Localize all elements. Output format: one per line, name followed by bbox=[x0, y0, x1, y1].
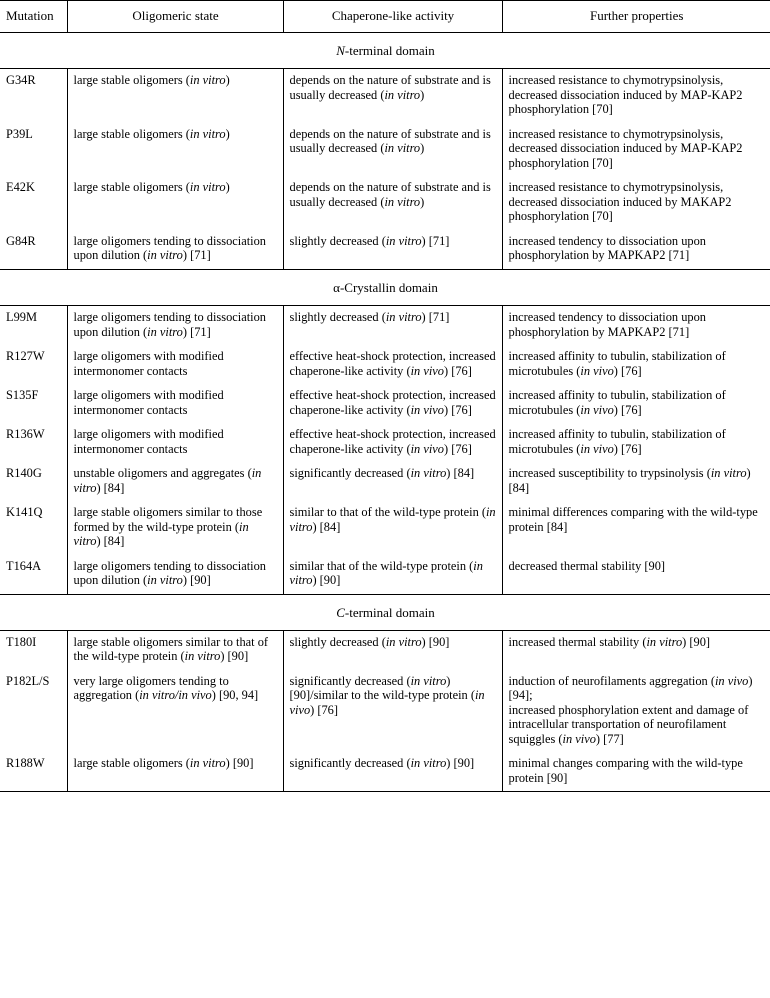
cell-mutation: R188W bbox=[0, 752, 67, 792]
cell-further-properties: increased tendency to dissociation upon phosphorylation by MAPKAP2 [71] bbox=[502, 306, 770, 346]
cell-mutation: G34R bbox=[6, 73, 36, 88]
cell-further-properties: increased affinity to tubulin, stabilization of microtubules (in vivo) [76] bbox=[502, 423, 770, 462]
table-row bbox=[0, 670, 770, 753]
section-title-rest: -terminal domain bbox=[344, 43, 435, 59]
cell-oligomeric-state: large stable oligomers (in vitro) [90] bbox=[67, 752, 283, 792]
cell-further-properties: increased affinity to tubulin, stabilization of microtubules (in vivo) [76] bbox=[502, 345, 770, 384]
cell-further-properties: increased affinity to tubulin, stabilization of microtubules (in vivo) [76] bbox=[502, 384, 770, 423]
cell-chaperone-activity: significantly decreased (in vitro) [90] bbox=[283, 752, 502, 792]
cell-mutation: P39L bbox=[6, 126, 33, 141]
table-row bbox=[0, 69, 770, 123]
table-row bbox=[0, 462, 770, 501]
section-title-italic-prefix: C bbox=[336, 604, 345, 620]
cell-chaperone-activity: significantly decreased (in vitro) [90]/similar to the wild-type protein (in vivo) [76] bbox=[283, 670, 502, 753]
cell-further-properties: increased resistance to chymotrypsinolysis, decreased dissociation induced by MAP-KAP2 phosphorylation [70] bbox=[502, 123, 770, 177]
cell-chaperone-activity: slightly decreased (in vitro) [90] bbox=[283, 630, 502, 670]
table-row bbox=[0, 630, 770, 670]
column-header-oligomeric-state: Oligomeric state bbox=[67, 1, 283, 33]
cell-mutation: G84R bbox=[0, 230, 67, 270]
table-row bbox=[0, 752, 770, 792]
cell-chaperone-activity: effective heat-shock protection, increased chaperone-like activity (in vivo) [76] bbox=[283, 345, 502, 384]
column-header-chaperone-activity: Chaperone-like activity bbox=[283, 1, 502, 33]
section-title-rest: -terminal domain bbox=[344, 604, 435, 620]
cell-chaperone-activity: similar that of the wild-type protein (in vitro) [90] bbox=[283, 555, 502, 595]
cell-further-properties: decreased thermal stability [90] bbox=[502, 555, 770, 595]
cell-mutation: T180I bbox=[6, 634, 37, 649]
cell-oligomeric-state: large stable oligomers (in vitro) bbox=[67, 123, 283, 177]
cell-further-properties: induction of neurofilaments aggregation (in vivo) [94]; increased phosphorylation extent and damage of intracellular transportation of neurofilament squiggles (in vivo) [77] bbox=[502, 670, 770, 753]
section-header-c-terminal bbox=[0, 594, 770, 630]
cell-oligomeric-state: large oligomers tending to dissociation upon dilution (in vitro) [90] bbox=[67, 555, 283, 595]
cell-chaperone-activity: depends on the nature of substrate and is usually decreased (in vitro) bbox=[283, 69, 502, 123]
section-header-n-terminal bbox=[0, 33, 770, 69]
table-row bbox=[0, 123, 770, 177]
cell-chaperone-activity: slightly decreased (in vitro) [71] bbox=[283, 306, 502, 346]
cell-oligomeric-state: large stable oligomers similar to those formed by the wild-type protein (in vitro) [84] bbox=[67, 501, 283, 555]
table-row bbox=[0, 384, 770, 423]
cell-further-properties: increased susceptibility to trypsinolysis (in vitro) [84] bbox=[502, 462, 770, 501]
cell-chaperone-activity: effective heat-shock protection, increased chaperone-like activity (in vivo) [76] bbox=[283, 423, 502, 462]
cell-mutation: P182L/S bbox=[6, 673, 50, 688]
cell-further-properties: increased tendency to dissociation upon phosphorylation by MAPKAP2 [71] bbox=[502, 230, 770, 270]
table-row bbox=[0, 423, 770, 462]
section-title-alpha-crystallin: α-Crystallin domain bbox=[0, 269, 770, 305]
cell-chaperone-activity: similar to that of the wild-type protein (in vitro) [84] bbox=[283, 501, 502, 555]
column-header-mutation: Mutation bbox=[0, 1, 67, 33]
cell-mutation: E42K bbox=[6, 180, 35, 195]
cell-oligomeric-state: unstable oligomers and aggregates (in vitro) [84] bbox=[67, 462, 283, 501]
cell-further-properties: minimal changes comparing with the wild-type protein [90] bbox=[502, 752, 770, 792]
section-header-alpha-crystallin bbox=[0, 269, 770, 305]
cell-oligomeric-state: large oligomers with modified intermonomer contacts bbox=[67, 384, 283, 423]
cell-mutation: S135F bbox=[6, 388, 39, 403]
table-row bbox=[0, 345, 770, 384]
cell-oligomeric-state: large oligomers tending to dissociation upon dilution (in vitro) [71] bbox=[67, 230, 283, 270]
section-title-n-terminal bbox=[0, 33, 770, 69]
cell-mutation: R140G bbox=[6, 466, 42, 481]
cell-oligomeric-state: large stable oligomers (in vitro) bbox=[67, 69, 283, 123]
cell-mutation: T164A bbox=[0, 555, 67, 595]
cell-oligomeric-state: large oligomers with modified intermonomer contacts bbox=[67, 423, 283, 462]
cell-mutation: R136W bbox=[6, 427, 45, 442]
cell-further-properties: increased resistance to chymotrypsinolysis, decreased dissociation induced by MAP-KAP2 phosphorylation [70] bbox=[502, 69, 770, 123]
cell-oligomeric-state: large oligomers tending to dissociation upon dilution (in vitro) [71] bbox=[67, 306, 283, 346]
cell-chaperone-activity: significantly decreased (in vitro) [84] bbox=[283, 462, 502, 501]
cell-oligomeric-state: large stable oligomers (in vitro) bbox=[67, 176, 283, 230]
cell-oligomeric-state: large oligomers with modified intermonomer contacts bbox=[67, 345, 283, 384]
cell-further-properties: increased thermal stability (in vitro) [90] bbox=[502, 630, 770, 670]
section-title-italic-prefix: N bbox=[336, 43, 345, 59]
cell-chaperone-activity: depends on the nature of substrate and is usually decreased (in vitro) bbox=[283, 123, 502, 177]
table-header-row bbox=[0, 1, 770, 33]
cell-oligomeric-state: very large oligomers tending to aggregation (in vitro/in vivo) [90, 94] bbox=[67, 670, 283, 753]
cell-mutation: R127W bbox=[6, 349, 45, 364]
table-row bbox=[0, 555, 770, 595]
cell-oligomeric-state: large stable oligomers similar to that of the wild-type protein (in vitro) [90] bbox=[67, 630, 283, 670]
cell-chaperone-activity: effective heat-shock protection, increased chaperone-like activity (in vivo) [76] bbox=[283, 384, 502, 423]
section-title-c-terminal bbox=[0, 594, 770, 630]
cell-chaperone-activity: depends on the nature of substrate and is usually decreased (in vitro) bbox=[283, 176, 502, 230]
table-row bbox=[0, 230, 770, 270]
cell-further-properties: minimal differences comparing with the wild-type protein [84] bbox=[502, 501, 770, 555]
cell-further-properties: increased resistance to chymotrypsinolysis, decreased dissociation induced by MAKAP2 phosphorylation [70] bbox=[502, 176, 770, 230]
cell-chaperone-activity: slightly decreased (in vitro) [71] bbox=[283, 230, 502, 270]
cell-mutation: K141Q bbox=[6, 505, 43, 520]
table-row bbox=[0, 306, 770, 346]
cell-mutation: L99M bbox=[6, 310, 37, 325]
table-row bbox=[0, 501, 770, 555]
column-header-further-properties: Further properties bbox=[502, 1, 770, 33]
table-row bbox=[0, 176, 770, 230]
